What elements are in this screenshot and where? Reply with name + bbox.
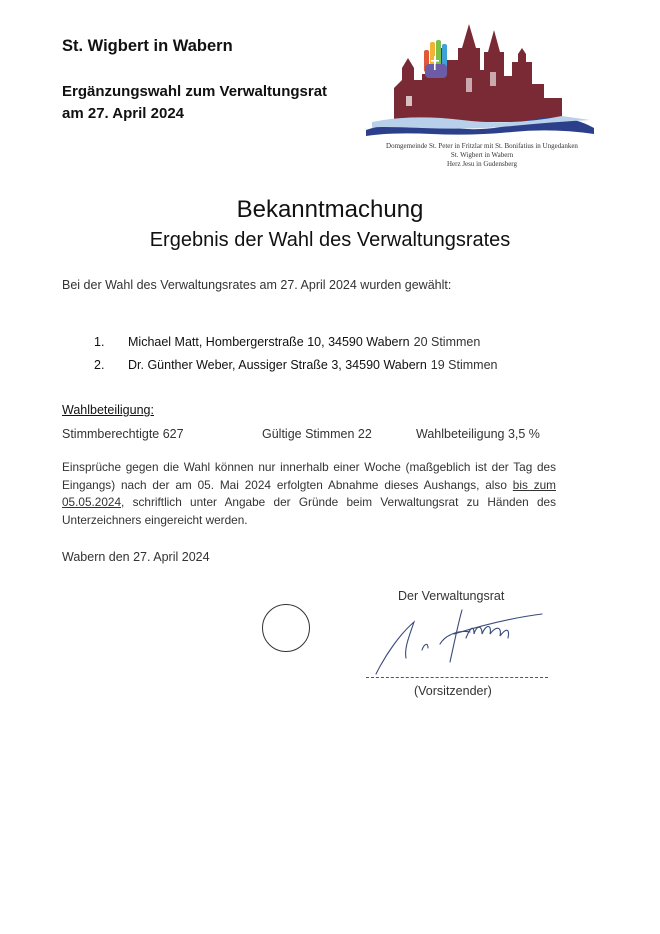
- church-logo-icon: [362, 18, 602, 142]
- signature-icon: [370, 604, 550, 680]
- logo-caption-line1: Domgemeinde St. Peter in Fritzlar mit St. Bonifatius in Ungedanken: [386, 142, 578, 150]
- objection-text-1: Einsprüche gegen die Wahl können nur innerhalb einer Woche (maßgeblich ist der Tag des Eingangs) nach der am 05. Mai 2024 erfolgten Abnahme dieses Aushangs, also: [62, 460, 556, 492]
- page-subtitle: Ergebnis der Wahl des Verwaltungsrates: [149, 229, 511, 251]
- turnout-rate: Wahlbeteiligung 3,5 %: [416, 427, 540, 441]
- parish-title: St. Wigbert in Wabern: [62, 37, 233, 55]
- hand-icon: [424, 40, 447, 78]
- election-heading-line2: am 27. April 2024: [62, 105, 185, 122]
- elected-name: Michael Matt, Hombergerstraße 10, 34590 Wabern: [128, 335, 410, 349]
- elected-votes: 20 Stimmen: [413, 335, 481, 349]
- elected-list: [62, 335, 497, 381]
- list-item-number: 1.: [94, 335, 105, 349]
- page-title: Bekanntmachung: [236, 196, 424, 223]
- list-item: [62, 358, 497, 381]
- election-heading-line1: Ergänzungswahl zum Verwaltungsrat: [62, 83, 328, 100]
- turnout-valid: Gültige Stimmen 22: [262, 427, 372, 441]
- turnout-heading: Wahlbeteiligung:: [62, 403, 154, 417]
- parish-logo: [362, 18, 602, 178]
- chair-label: (Vorsitzender): [414, 684, 492, 698]
- turnout-eligible: Stimmberechtigte 627: [62, 427, 184, 441]
- list-item-number: 2.: [94, 358, 105, 372]
- objection-notice: [62, 459, 556, 529]
- signature-line: [366, 677, 548, 678]
- elected-name: Dr. Günther Weber, Aussiger Straße 3, 34590 Wabern: [128, 358, 427, 372]
- seal-circle: [262, 604, 310, 652]
- place-date: Wabern den 27. April 2024: [62, 550, 210, 564]
- objection-deadline: bis zum 05.05.2024: [62, 477, 556, 509]
- list-item: [62, 335, 497, 358]
- objection-text-2: , schriftlich unter Angabe der Gründe beim Verwaltungsrat zu Händen des Unterzeichners eingereicht werden.: [62, 495, 556, 527]
- intro-text: Bei der Wahl des Verwaltungsrates am 27. April 2024 wurden gewählt:: [62, 278, 452, 292]
- elected-votes: 19 Stimmen: [430, 358, 498, 372]
- election-heading: [62, 81, 327, 125]
- logo-caption: [362, 142, 602, 169]
- council-label: Der Verwaltungsrat: [398, 589, 505, 603]
- logo-caption-line3: Herz Jesu in Gudensberg: [446, 160, 518, 168]
- logo-caption-line2: St. Wigbert in Wabern: [450, 151, 514, 159]
